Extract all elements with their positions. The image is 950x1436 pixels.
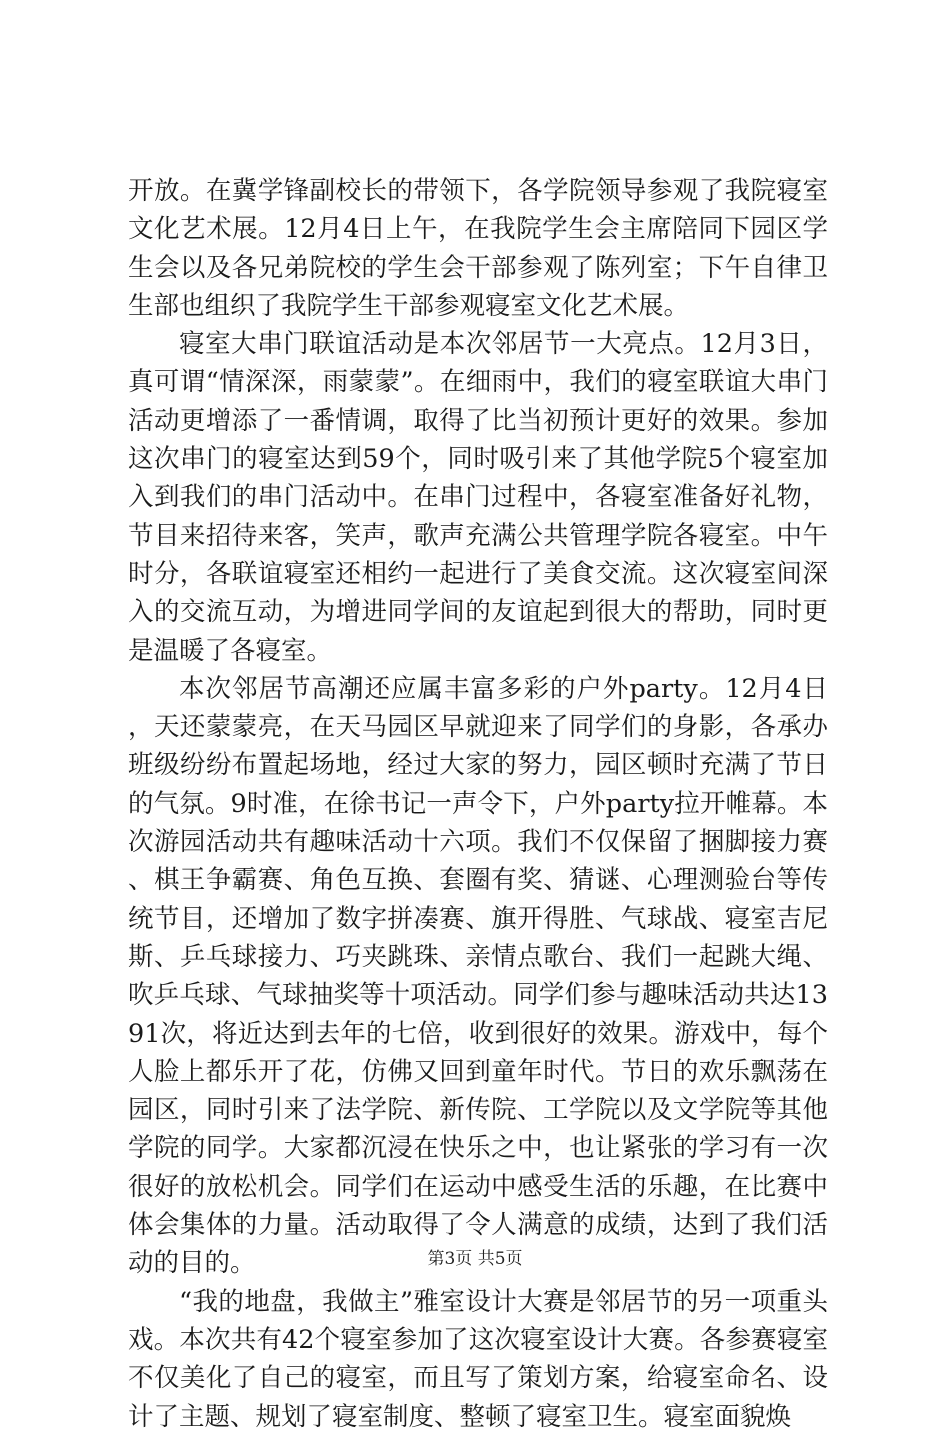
page-footer: 第3页 共5页	[427, 1249, 523, 1269]
paragraph-4: “我的地盘，我做主”雅室设计大赛是邻居节的另一项重头戏。本次共有42个寝室参加了这次寝室设计大赛。各参赛寝室不仅美化了自己的寝室，而且写了策划方案，给寝室命名、设计了主题、规划了寝室制度、整顿了寝室卫生。寝室面貌焕	[128, 1286, 828, 1432]
paragraph-1: 开放。在冀学锋副校长的带领下，各学院领导参观了我院寝室文化艺术展。12月4日上午，在我院学生会主席陪同下园区学生会以及各兄弟院校的学生会干部参观了陈列室；下午自律卫生部也组织了我院学生干部参观寝室文化艺术展。	[128, 176, 828, 321]
paragraph-2: 寝室大串门联谊活动是本次邻居节一大亮点。12月3日，真可谓“情深深，雨蒙蒙”。在细雨中，我们的寝室联谊大串门活动更增添了一番情调，取得了比当初预计更好的效果。参加这次串门的寝室达到59个，同时吸引来了其他学院5个寝室加入到我们的串门活动中。在串门过程中，各寝室准备好礼物，节目来招待来客，笑声，歌声充满公共管理学院各寝室。中午时分，各联谊寝室还相约一起进行了美食交流。这次寝室间深入的交流互动，为增进同学间的友谊起到很大的帮助，同时更是温暖了各寝室。	[128, 329, 828, 666]
paragraph-3: 本次邻居节高潮还应属丰富多彩的户外party。12月4日，天还蒙蒙亮，在天马园区早就迎来了同学们的身影，各承办班级纷纷布置起场地，经过大家的努力，园区顿时充满了节日的气氛。9时准，在徐书记一声令下，户外party拉开帷幕。本次游园活动共有趣味活动十六项。我们不仅保留了捆脚接力赛、棋王争霸赛、角色互换、套圈有奖、猜谜、心理测验台等传统节目，还增加了数字拼凑赛、旗开得胜、气球战、寝室吉尼斯、乒乓球接力、巧夹跳珠、亲情点歌台、我们一起跳大绳、吹乒乓球、气球抽奖等十项活动。同学们参与趣味活动共达1391次，将近达到去年的七倍，收到很好的效果。游戏中，每个人脸上都乐开了花，仿佛又回到童年时代。节日的欢乐飘荡在园区，同时引来了法学院、新传院、工学院以及文学院等其他学院的同学。大家都沉浸在快乐之中，也让紧张的学习有一次很好的放松机会。同学们在运动中感受生活的乐趣，在比赛中体会集体的力量。活动取得了令人满意的成绩，达到了我们活动的目的。	[128, 673, 828, 1279]
